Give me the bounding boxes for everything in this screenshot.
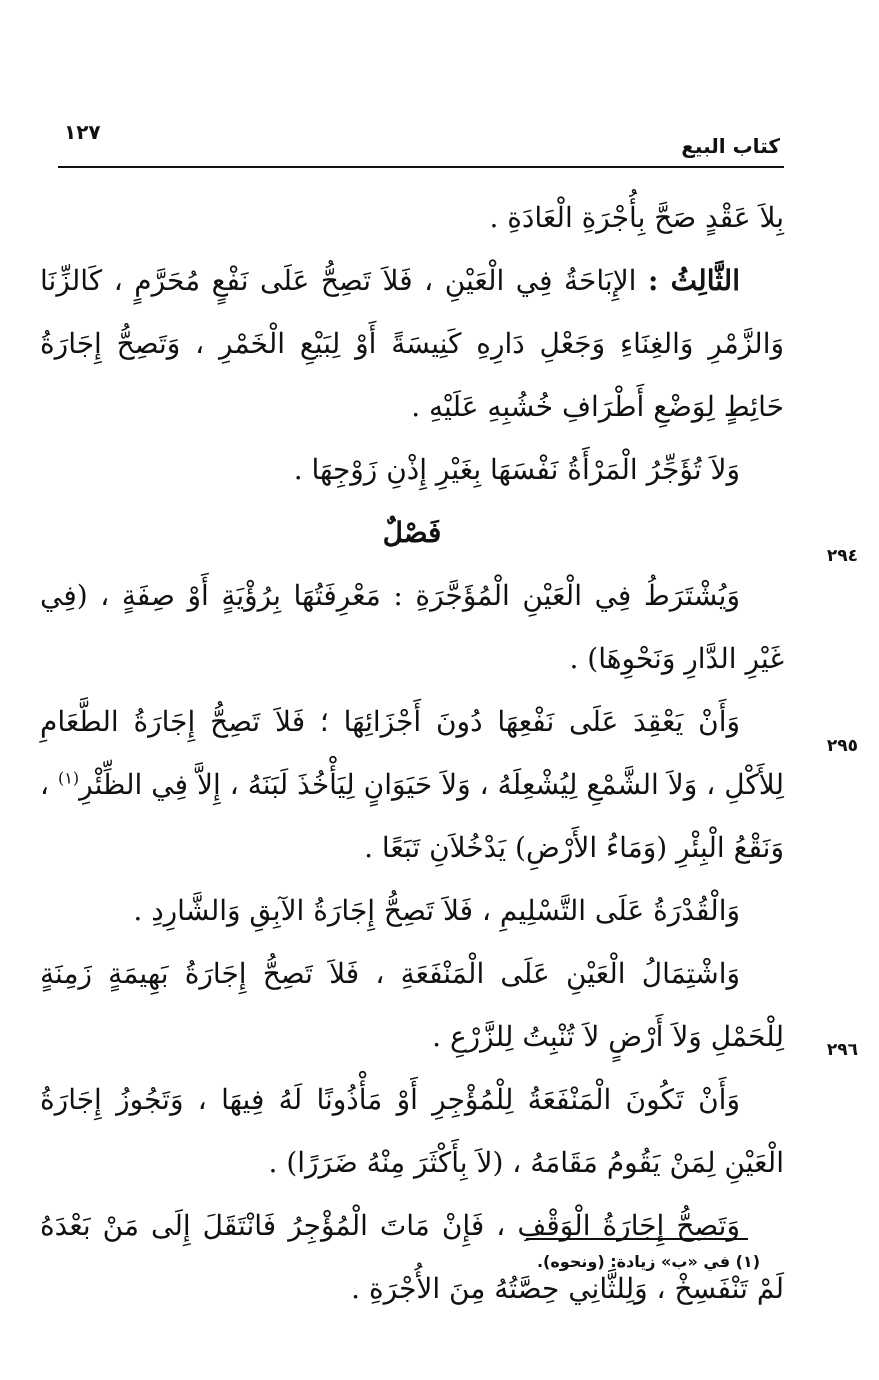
margin-number: ٢٩٦	[826, 1040, 858, 1060]
paragraph: وَلاَ تُؤَجِّرُ الْمَرْأَةُ نَفْسَهَا بِغَيْرِ إِذْنِ زَوْجِهَا .	[293, 453, 740, 486]
main-text	[40, 186, 784, 1320]
margin-number: ٢٩٥	[826, 736, 858, 756]
page-number: ١٢٧	[64, 120, 101, 144]
paragraph: بِلاَ عَقْدٍ صَحَّ بِأُجْرَةِ الْعَادَةِ .	[489, 201, 784, 234]
footnote-divider	[526, 1238, 748, 1240]
footnote-reference[interactable]: (١)	[58, 768, 80, 788]
page-header	[58, 112, 780, 166]
paragraph: وَاشْتِمَالُ الْعَيْنِ عَلَى الْمَنْفَعَةِ ، فَلاَ تَصِحُّ إِجَارَةُ بَهِيمَةٍ زَمِنَةٍ لِلْحَمْلِ وَلاَ أَرْضٍ لاَ تُنْبِتُ لِلزَّرْعِ .	[40, 957, 784, 1053]
margin-number: ٢٩٤	[826, 546, 858, 566]
footnote: (١) في «ب» زيادة: (ونحوه).	[536, 1252, 760, 1271]
paragraph-text: ، وَنَقْعُ الْبِئْرِ (وَمَاءُ الأَرْضِ) يَدْخُلاَنِ تَبَعًا .	[40, 768, 784, 864]
running-title: كتاب البيع	[681, 134, 780, 158]
section-heading: فَصْلٌ	[382, 516, 442, 549]
paragraph: وَأَنْ تَكُونَ الْمَنْفَعَةُ لِلْمُؤْجِرِ أَوْ مَأْذُونًا لَهُ فِيهَا ، وَتَجُوزُ إِجَارَةُ الْعَيْنِ لِمَنْ يَقُومُ مَقَامَهُ ، (لاَ بِأَكْثَرَ مِنْهُ ضَرَرًا) .	[40, 1083, 784, 1179]
header-divider	[58, 166, 784, 168]
paragraph: وَالْقُدْرَةُ عَلَى التَّسْلِيمِ ، فَلاَ تَصِحُّ إِجَارَةُ الآبِقِ وَالشَّارِدِ .	[133, 894, 740, 927]
paragraph-lead: الثَّالِثُ :	[647, 264, 740, 297]
paragraph	[40, 249, 784, 438]
paragraph	[40, 690, 784, 879]
paragraph: وَيُشْتَرَطُ فِي الْعَيْنِ الْمُؤَجَّرَةِ : مَعْرِفَتُهَا بِرُؤْيَةٍ أَوْ صِفَةٍ ، (فِي غَيْرِ الدَّارِ وَنَحْوِهَا) .	[40, 579, 784, 675]
paragraph-text: الإِبَاحَةُ فِي الْعَيْنِ ، فَلاَ تَصِحُّ عَلَى نَفْعٍ مُحَرَّمٍ ، كَالزِّنَا وَالزَّمْرِ وَالغِنَاءِ وَجَعْلِ دَارِهِ كَنِيسَةً أَوْ لِبَيْعِ الْخَمْرِ ، وَتَصِحُّ إِجَارَةُ حَائِطٍ لِوَضْعِ أَطْرَافِ خُشُبِهِ عَلَيْهِ .	[40, 264, 784, 423]
paragraph: وَتَصِحُّ إِجَارَةُ الْوَقْفِ ، فَإِنْ مَاتَ الْمُؤْجِرُ فَانْتَقَلَ إِلَى مَنْ بَعْدَهُ لَمْ تَنْفَسِخْ ، وَلِلثَّانِي حِصَّتُهُ مِنَ الأُجْرَةِ .	[40, 1209, 784, 1305]
paragraph-text: وَأَنْ يَعْقِدَ عَلَى نَفْعِهَا دُونَ أَجْزَائِهَا ؛ فَلاَ تَصِحُّ إِجَارَةُ الطَّعَامِ لِلأَكْلِ ، وَلاَ الشَّمْعِ لِيُشْعِلَهُ ، وَلاَ حَيَوَانٍ لِيَأْخُذَ لَبَنَهُ ، إِلاَّ فِي الظِّئْرِ	[40, 705, 784, 801]
